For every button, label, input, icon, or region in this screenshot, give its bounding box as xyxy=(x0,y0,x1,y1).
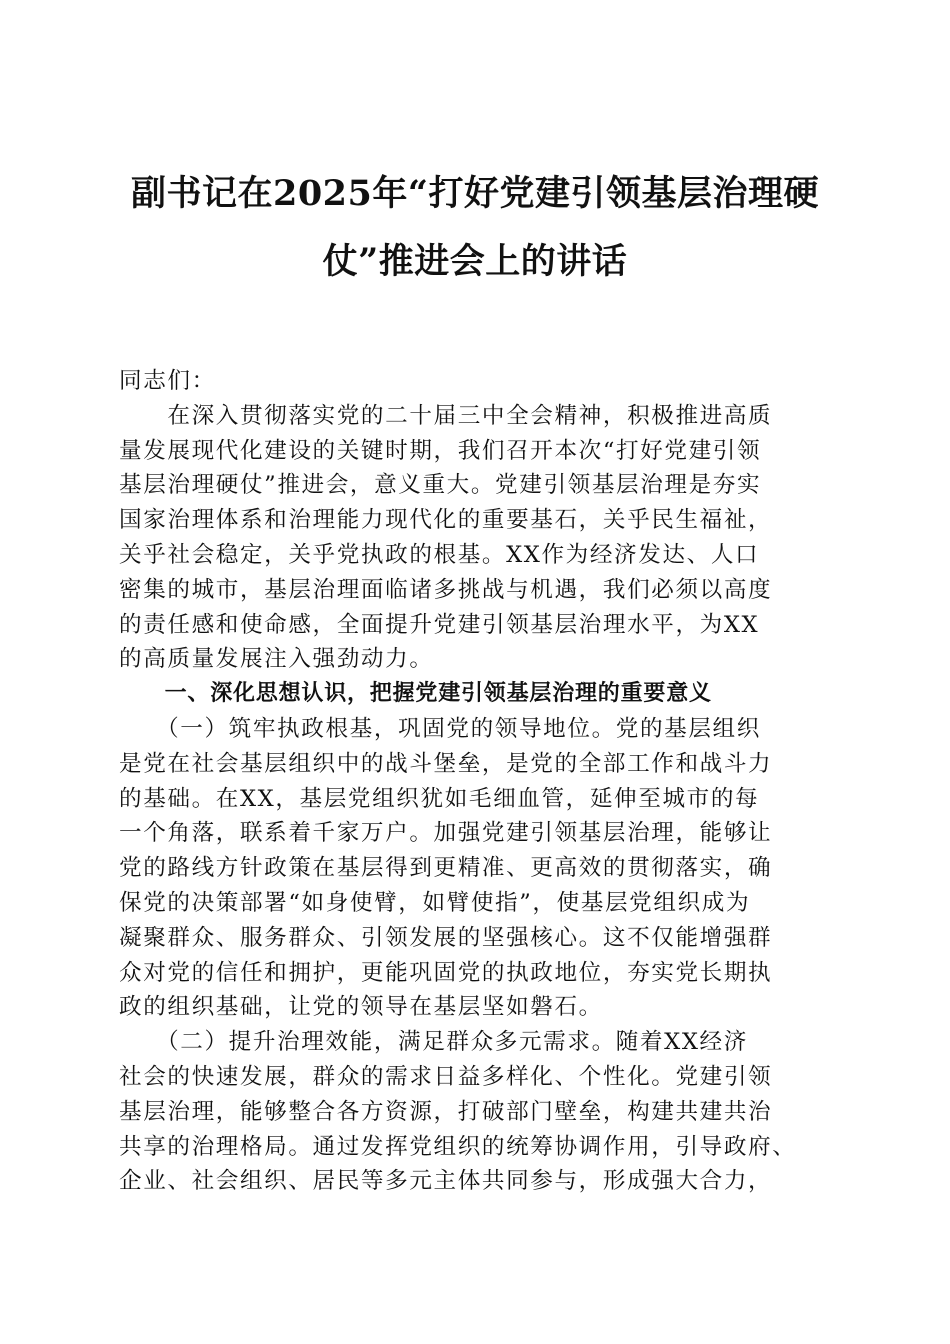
body-line: 凝聚群众、服务群众、引领发展的坚强核心。这不仅能增强群 xyxy=(119,924,773,951)
body-line: 量发展现代化建设的关键时期，我们召开本次“打好党建引领 xyxy=(119,437,762,464)
body-line: 的高质量发展注入强劲动力。 xyxy=(119,646,434,673)
body-line: 众对党的信任和拥护，更能巩固党的执政地位，夯实党长期执 xyxy=(119,959,773,986)
document-body xyxy=(119,364,839,1199)
body-line: 共享的治理格局。通过发挥党组织的统筹协调作用，引导政府、 xyxy=(119,1133,797,1160)
body-line: 是党在社会基层组织中的战斗堡垒，是党的全部工作和战斗力 xyxy=(119,750,773,777)
body-line: 的责任感和使命感，全面提升党建引领基层治理水平，为XX xyxy=(119,611,760,638)
body-line: 保党的决策部署“如身使臂，如臂使指”，使基层党组织成为 xyxy=(119,889,751,916)
body-line: 密集的城市，基层治理面临诸多挑战与机遇，我们必须以高度 xyxy=(119,576,773,603)
body-line: 国家治理体系和治理能力现代化的重要基石，关乎民生福祉， xyxy=(119,507,773,534)
section-heading-1: 一、深化思想认识，把握党建引领基层治理的重要意义 xyxy=(119,681,712,707)
body-line: 基层治理，能够整合各方资源，打破部门壁垒，构建共建共治 xyxy=(119,1098,773,1125)
body-line: 一个角落，联系着千家万户。加强党建引领基层治理，能够让 xyxy=(119,820,773,847)
subsection-1-line: （一）筑牢执政根基，巩固党的领导地位。党的基层组织 xyxy=(119,715,761,742)
body-line: 关乎社会稳定，关乎党执政的根基。XX作为经济发达、人口 xyxy=(119,541,760,568)
body-line: 社会的快速发展，群众的需求日益多样化、个性化。党建引领 xyxy=(119,1063,773,1090)
body-line: 在深入贯彻落实党的二十届三中全会精神，积极推进高质 xyxy=(119,402,773,429)
body-line: 政的组织基础，让党的领导在基层坚如磐石。 xyxy=(119,994,603,1021)
subsection-2-line: （二）提升治理效能，满足群众多元需求。随着XX经济 xyxy=(119,1029,748,1056)
document-title-line-2: 仗”推进会上的讲话 xyxy=(322,241,628,282)
body-line: 企业、社会组织、居民等多元主体共同参与，形成强大合力， xyxy=(119,1168,773,1195)
body-line: 的基础。在XX，基层党组织犹如毛细血管，延伸至城市的每 xyxy=(119,785,760,812)
body-line: 党的路线方针政策在基层得到更精准、更高效的贯彻落实，确 xyxy=(119,855,773,882)
body-line: 基层治理硬仗”推进会，意义重大。党建引领基层治理是夯实 xyxy=(119,472,762,499)
salutation: 同志们： xyxy=(119,368,216,394)
document-title-line-1: 副书记在2025年“打好党建引领基层治理硬 xyxy=(130,173,820,214)
